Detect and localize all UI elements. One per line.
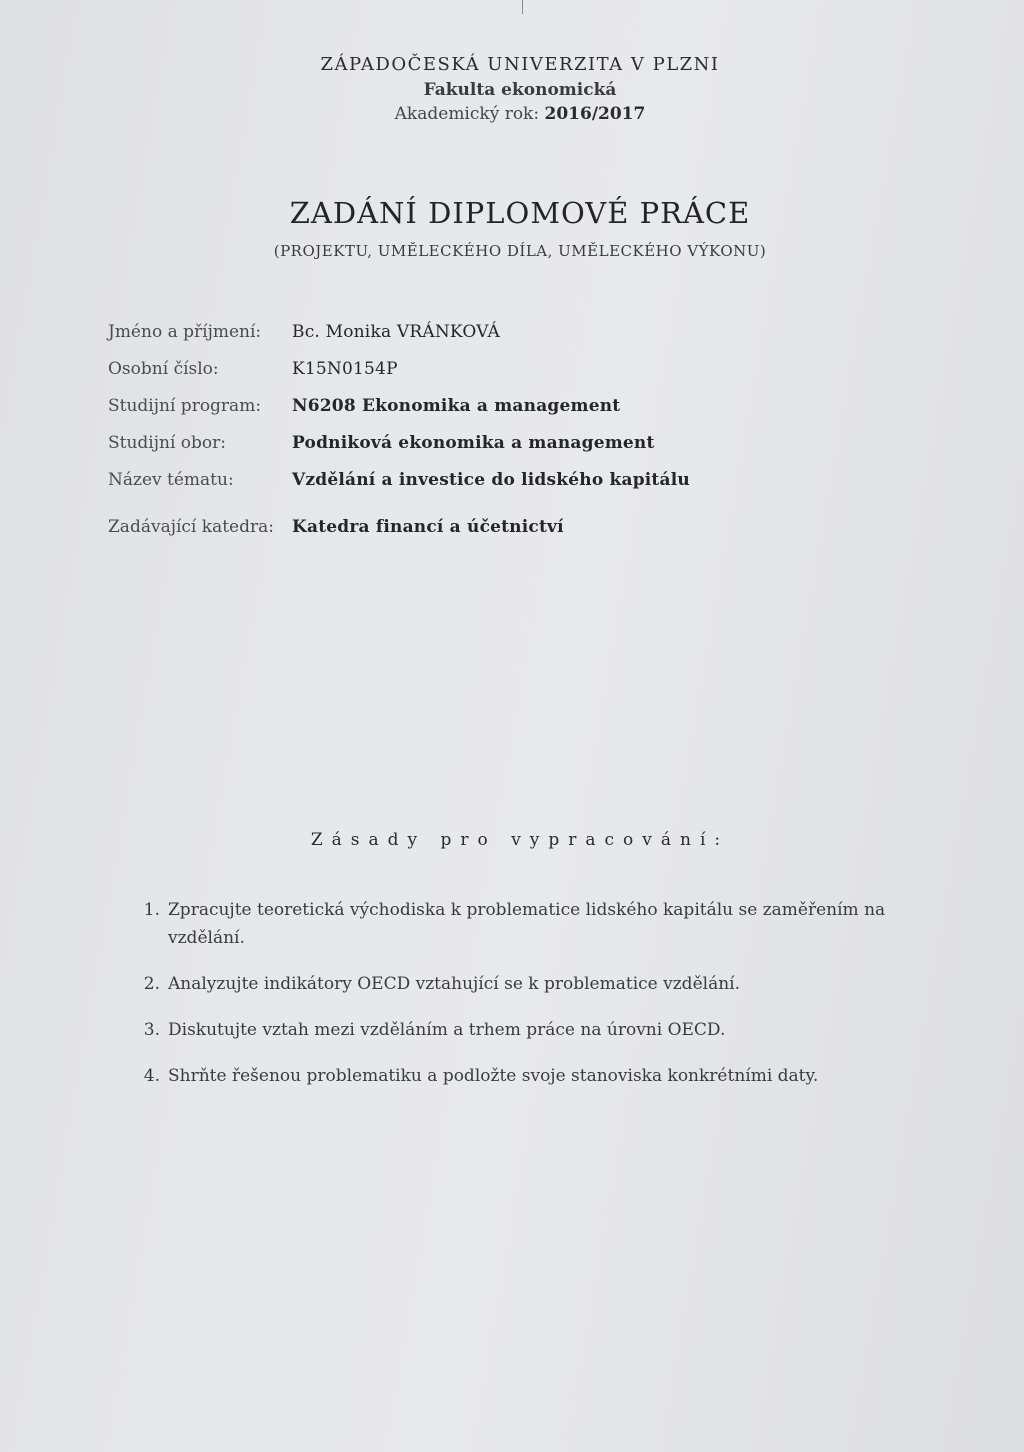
info-value: K15N0154P [292, 359, 398, 379]
info-value: N6208 Ekonomika a management [292, 396, 621, 416]
info-row-personal-number [108, 359, 868, 396]
academic-year-label: Akademický rok: [394, 104, 540, 124]
list-item [126, 970, 896, 998]
info-row-study-program [108, 396, 868, 433]
info-row-department [108, 517, 868, 554]
academic-year-value: 2016/2017 [544, 104, 646, 124]
item-text: Shrňte řešenou problematiku a podložte svoje stanoviska konkrétními daty. [168, 1066, 819, 1086]
item-text: Analyzujte indikátory OECD vztahující se k problematice vzdělání. [168, 974, 740, 994]
student-info [108, 322, 868, 554]
university-name: ZÁPADOČESKÁ UNIVERZITA V PLZNI [320, 54, 720, 75]
list-item [126, 896, 896, 952]
info-label: Osobní číslo: [108, 359, 219, 379]
document-subtitle: (PROJEKTU, UMĚLECKÉHO DÍLA, UMĚLECKÉHO VÝKONU) [273, 242, 767, 260]
info-label: Název tématu: [108, 470, 234, 490]
principles-list [126, 896, 896, 1108]
info-value: Podniková ekonomika a management [292, 433, 655, 453]
info-value: Bc. Monika VRÁNKOVÁ [292, 322, 500, 342]
item-number: 3. [143, 1020, 160, 1040]
info-row-name [108, 322, 868, 359]
item-number: 2. [143, 974, 160, 994]
list-item [126, 1062, 896, 1090]
info-label: Studijní obor: [108, 433, 227, 453]
info-value: Vzdělání a investice do lidského kapitálu [292, 470, 690, 490]
principles-heading: Zásady pro vypracování: [310, 830, 730, 850]
item-text: Zpracujte teoretická východiska k problematice lidského kapitálu se zaměřením na vzdělání. [168, 900, 886, 948]
academic-year [0, 104, 1024, 124]
info-label: Jméno a příjmení: [108, 322, 262, 342]
info-row-topic [108, 470, 868, 507]
faculty-name: Fakulta ekonomická [423, 80, 617, 100]
item-number: 1. [143, 900, 160, 920]
item-text: Diskutujte vztah mezi vzděláním a trhem práce na úrovni OECD. [168, 1020, 726, 1040]
list-item [126, 1016, 896, 1044]
document-title: ZADÁNÍ DIPLOMOVÉ PRÁCE [289, 196, 751, 230]
info-row-study-field [108, 433, 868, 470]
item-number: 4. [143, 1066, 160, 1086]
info-value: Katedra financí a účetnictví [292, 517, 564, 537]
info-label: Zadávající katedra: [108, 517, 274, 537]
info-label: Studijní program: [108, 396, 262, 416]
paper-crease [522, 0, 523, 14]
